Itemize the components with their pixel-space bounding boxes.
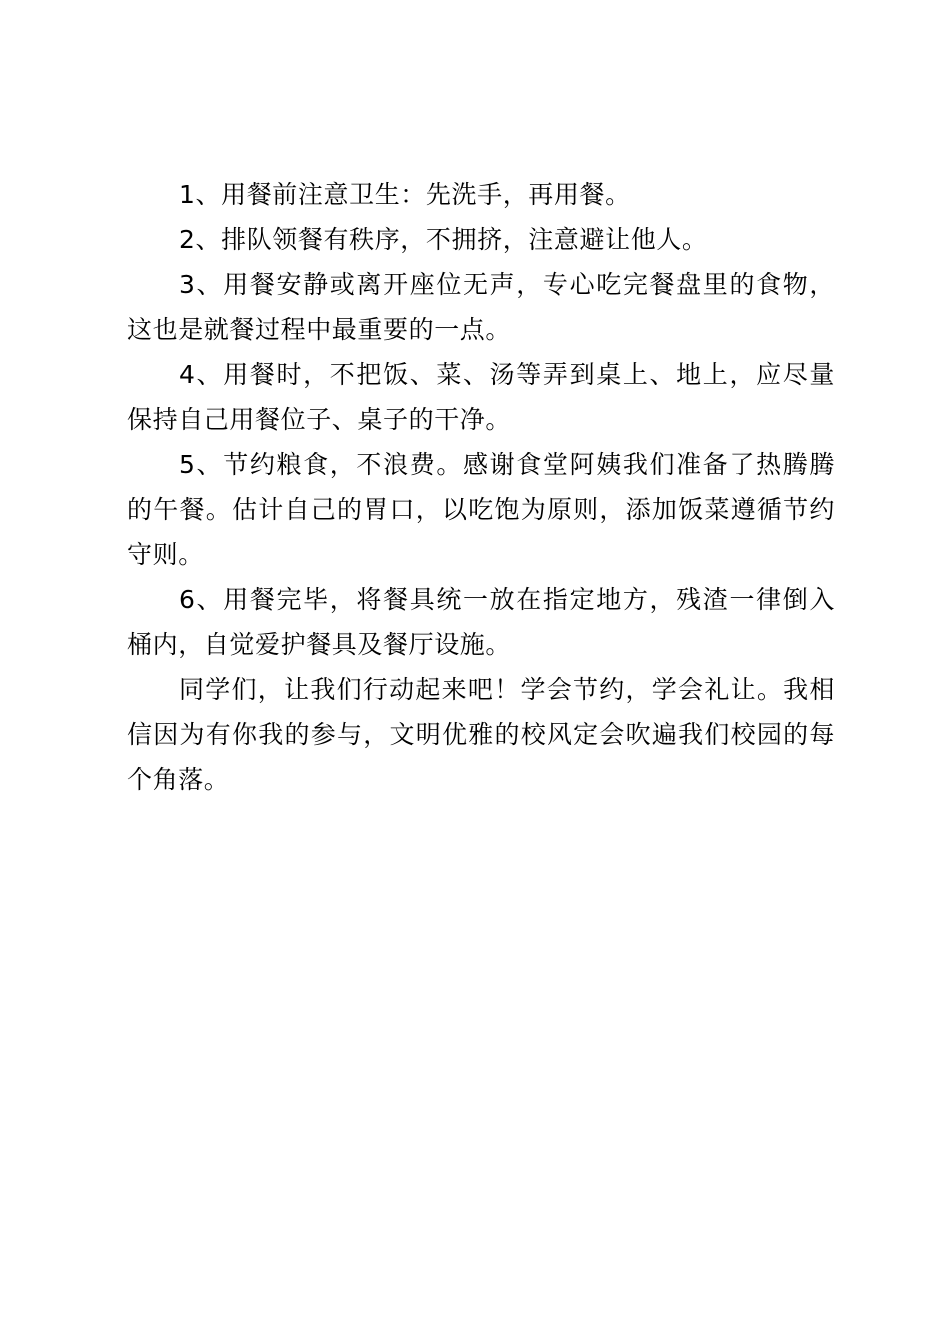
rule-1-paragraph: 1、用餐前注意卫生：先洗手，再用餐。 bbox=[179, 180, 631, 209]
closing-paragraph: 同学们，让我们行动起来吧！学会节约，学会礼让。我相信因为有你我的参与，文明优雅的校风定会吹遍我们校园的每个角落。 bbox=[127, 675, 835, 794]
rule-3-paragraph: 3、用餐安静或离开座位无声，专心吃完餐盘里的食物，这也是就餐过程中最重要的一点。 bbox=[127, 270, 835, 344]
document-body bbox=[127, 172, 835, 802]
rule-2-paragraph: 2、排队领餐有秩序，不拥挤，注意避让他人。 bbox=[179, 225, 708, 254]
rule-6-paragraph: 6、用餐完毕，将餐具统一放在指定地方，残渣一律倒入桶内，自觉爱护餐具及餐厅设施。 bbox=[127, 585, 835, 659]
rule-4-paragraph: 4、用餐时，不把饭、菜、汤等弄到桌上、地上，应尽量保持自己用餐位子、桌子的干净。 bbox=[127, 360, 835, 434]
rule-5-paragraph: 5、节约粮食，不浪费。感谢食堂阿姨我们准备了热腾腾的午餐。估计自己的胃口，以吃饱为原则，添加饭菜遵循节约守则。 bbox=[127, 450, 835, 569]
